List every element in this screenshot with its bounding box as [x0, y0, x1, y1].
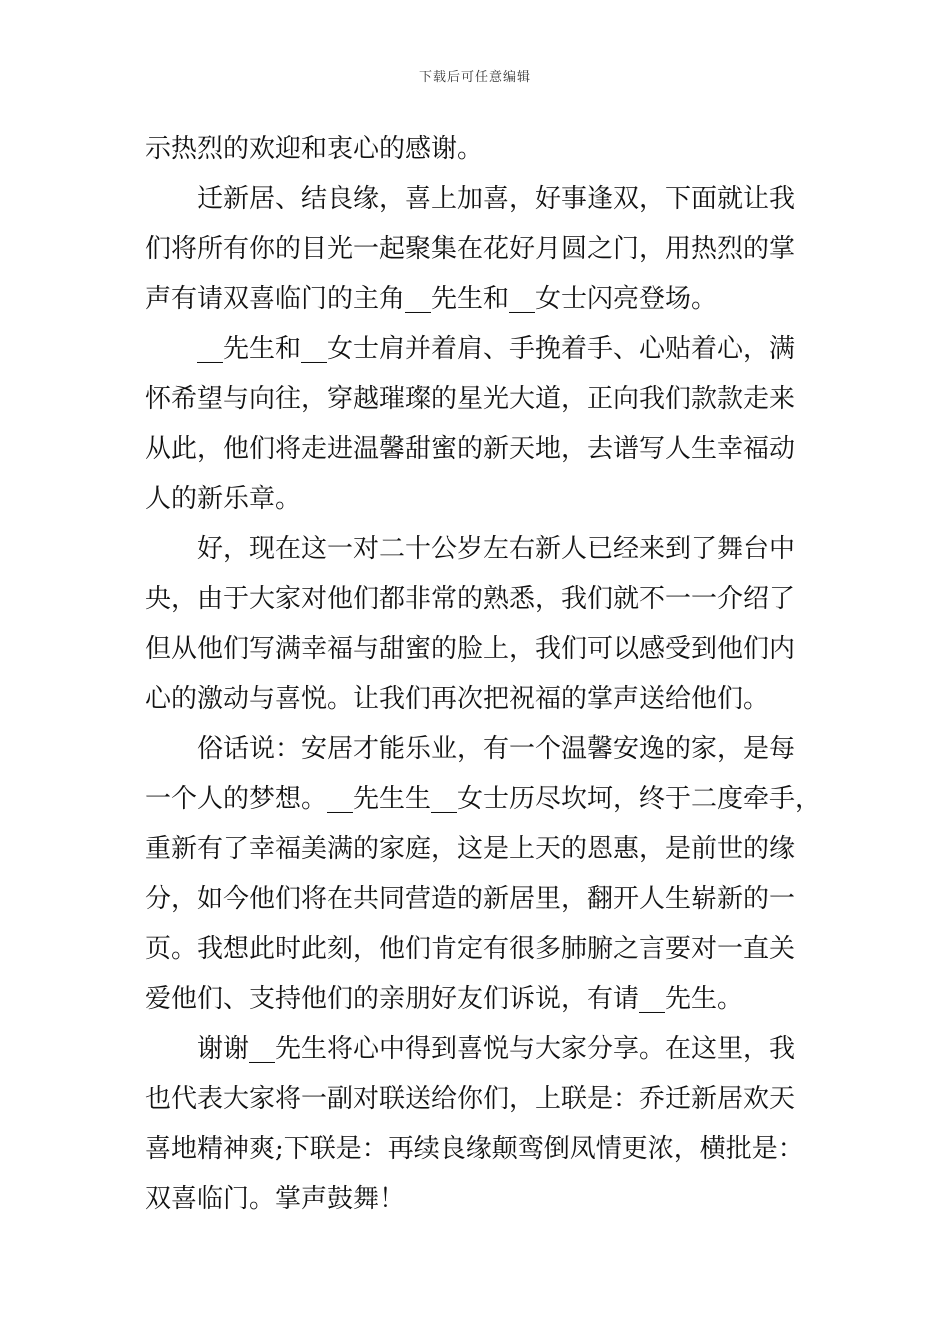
text-line: 爱他们、支持他们的亲朋好友们诉说，有请__先生。: [145, 984, 744, 1014]
text-line: 页。我想此时此刻，他们肯定有很多肺腑之言要对一直关: [145, 934, 796, 964]
text-line: 谢谢__先生将心中得到喜悦与大家分享。在这里，我: [197, 1034, 796, 1064]
text-line: 一个人的梦想。__先生生__女士历尽坎坷，终于二度牵手，: [145, 784, 822, 814]
text-line: 重新有了幸福美满的家庭，这是上天的恩惠，是前世的缘: [145, 834, 796, 864]
text-line: 人的新乐章。: [145, 484, 302, 514]
text-line: 迁新居、结良缘，喜上加喜，好事逢双，下面就让我: [197, 184, 796, 214]
text-line: 怀希望与向往，穿越璀璨的星光大道，正向我们款款走来: [145, 384, 796, 414]
text-line: 好，现在这一对二十公岁左右新人已经来到了舞台中: [197, 534, 796, 564]
page-header-note: 下载后可任意编辑: [418, 70, 531, 85]
text-line: 也代表大家将一副对联送给你们，上联是：乔迁新居欢天: [145, 1084, 796, 1114]
text-line: 从此，他们将走进温馨甜蜜的新天地，去谱写人生幸福动: [145, 434, 796, 464]
document-body: [145, 124, 822, 1224]
text-line: 们将所有你的目光一起聚集在花好月圆之门，用热烈的掌: [145, 234, 796, 264]
text-line: 声有请双喜临门的主角__先生和__女士闪亮登场。: [145, 284, 718, 314]
text-line: 喜地精神爽;下联是：再续良缘颠鸾倒凤情更浓，横批是：: [145, 1134, 804, 1164]
text-line: 但从他们写满幸福与甜蜜的脸上，我们可以感受到他们内: [145, 634, 796, 664]
text-line: 分，如今他们将在共同营造的新居里，翻开人生崭新的一: [145, 884, 796, 914]
text-line: 俗话说：安居才能乐业，有一个温馨安逸的家，是每: [197, 734, 796, 764]
text-line: 央，由于大家对他们都非常的熟悉，我们就不一一介绍了: [145, 584, 796, 614]
text-line: 双喜临门。掌声鼓舞！: [145, 1184, 406, 1214]
text-line: 示热烈的欢迎和衷心的感谢。: [145, 134, 484, 164]
text-line: __先生和__女士肩并着肩、手挽着手、心贴着心，满: [197, 334, 796, 364]
text-line: 心的激动与喜悦。让我们再次把祝福的掌声送给他们。: [145, 684, 770, 714]
